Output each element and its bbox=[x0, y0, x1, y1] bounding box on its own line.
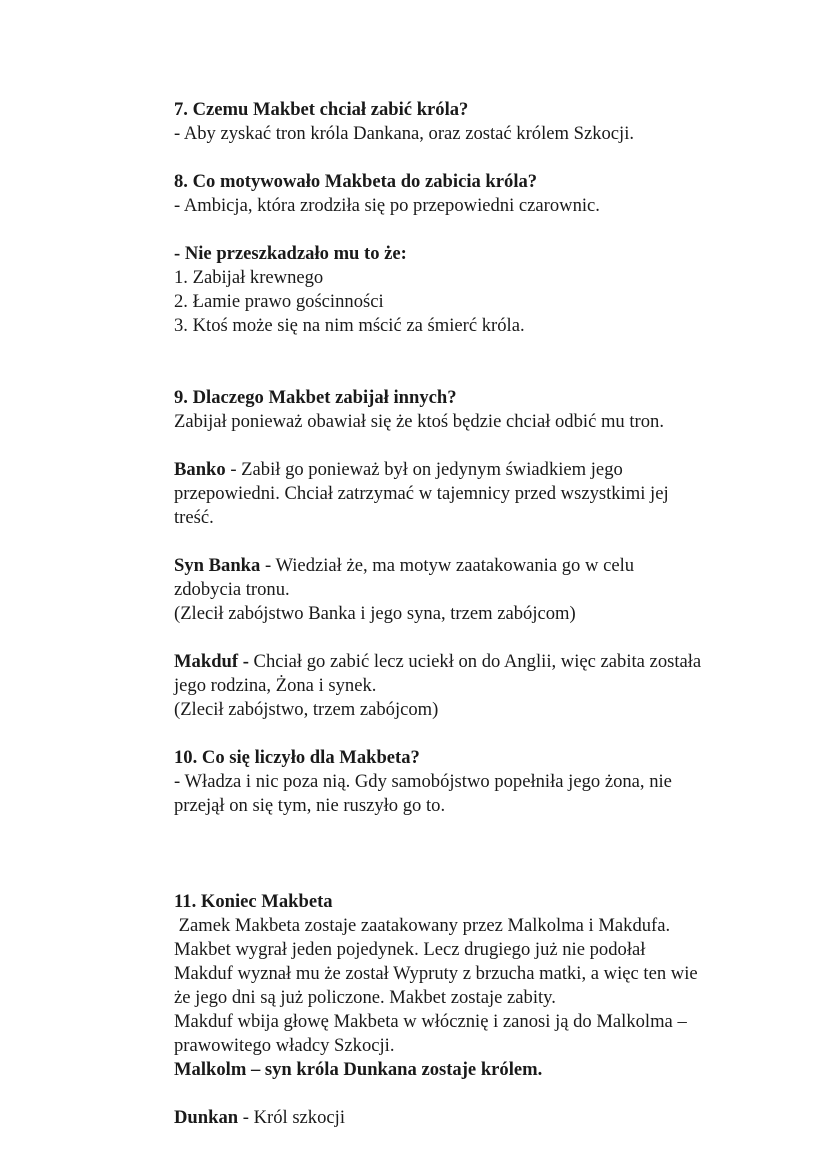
dunkan-description: - Król szkocji bbox=[238, 1107, 345, 1128]
question-11-heading: 11. Koniec Makbeta bbox=[174, 891, 333, 912]
makduf-text-1: Chciał go zabić lecz uciekł on do Anglii, więc zabita została bbox=[248, 651, 702, 672]
question-10 bbox=[174, 746, 774, 818]
syn-banka-paragraph bbox=[174, 554, 774, 626]
question-10-text-2: przejął on się tym, nie ruszyło go to. bbox=[174, 795, 446, 816]
question-11-text: Makduf wbija głowę Makbeta w włócznię i zanosi ją do Malkolma – bbox=[174, 1011, 687, 1032]
syn-banka-text-3: (Zlecił zabójstwo Banka i jego syna, trzem zabójcom) bbox=[174, 603, 576, 624]
question-9-answer: Zabijał ponieważ obawiał się że ktoś będzie chciał odbić mu tron. bbox=[174, 411, 664, 432]
question-11-conclusion: Malkolm – syn króla Dunkana zostaje królem. bbox=[174, 1059, 543, 1080]
dunkan-name: Dunkan bbox=[174, 1107, 239, 1128]
question-11-text: Zamek Makbeta zostaje zaatakowany przez Malkolma i Makdufa. bbox=[174, 915, 671, 936]
question-11 bbox=[174, 890, 774, 1130]
question-8-heading: 8. Co motywowało Makbeta do zabicia króla? bbox=[174, 171, 538, 192]
makduf-text-3: (Zlecił zabójstwo, trzem zabójcom) bbox=[174, 699, 439, 720]
makduf-name: Makduf - bbox=[174, 651, 249, 672]
banko-text-3: treść. bbox=[174, 507, 214, 528]
question-8-subheading: - Nie przeszkadzało mu to że: bbox=[174, 243, 407, 264]
question-10-heading: 10. Co się liczyło dla Makbeta? bbox=[174, 747, 420, 768]
question-11-text: że jego dni są już policzone. Makbet zostaje zabity. bbox=[174, 987, 556, 1008]
question-9 bbox=[174, 386, 774, 722]
syn-banka-text-2: zdobycia tronu. bbox=[174, 579, 290, 600]
question-9-heading: 9. Dlaczego Makbet zabijał innych? bbox=[174, 387, 457, 408]
question-7 bbox=[174, 98, 774, 146]
question-11-text: prawowitego władcy Szkocji. bbox=[174, 1035, 395, 1056]
list-item: 1. Zabijał krewnego bbox=[174, 267, 324, 288]
question-10-text-1: - Władza i nic poza nią. Gdy samobójstwo popełniła jego żona, nie bbox=[174, 771, 672, 792]
makduf-paragraph bbox=[174, 650, 774, 722]
banko-text-1: - Zabił go ponieważ był on jedynym świadkiem jego bbox=[225, 459, 623, 480]
banko-paragraph bbox=[174, 458, 774, 530]
question-8-answer: - Ambicja, która zrodziła się po przepowiedni czarownic. bbox=[174, 195, 600, 216]
question-11-text: Makbet wygrał jeden pojedynek. Lecz drugiego już nie podołał bbox=[174, 939, 646, 960]
syn-banka-name: Syn Banka bbox=[174, 555, 261, 576]
list-item: 3. Ktoś może się na nim mścić za śmierć króla. bbox=[174, 315, 525, 336]
makduf-text-2: jego rodzina, Żona i synek. bbox=[174, 675, 377, 696]
document-page bbox=[174, 98, 774, 1130]
question-7-answer: - Aby zyskać tron króla Dankana, oraz zostać królem Szkocji. bbox=[174, 123, 635, 144]
banko-name: Banko bbox=[174, 459, 226, 480]
banko-text-2: przepowiedni. Chciał zatrzymać w tajemnicy przed wszystkimi jej bbox=[174, 483, 669, 504]
question-7-heading: 7. Czemu Makbet chciał zabić króla? bbox=[174, 99, 469, 120]
list-item: 2. Łamie prawo gościnności bbox=[174, 291, 384, 312]
question-8 bbox=[174, 170, 774, 338]
question-11-text: Makduf wyznał mu że został Wypruty z brzucha matki, a więc ten wie bbox=[174, 963, 698, 984]
syn-banka-text-1: - Wiedział że, ma motyw zaatakowania go w celu bbox=[260, 555, 635, 576]
